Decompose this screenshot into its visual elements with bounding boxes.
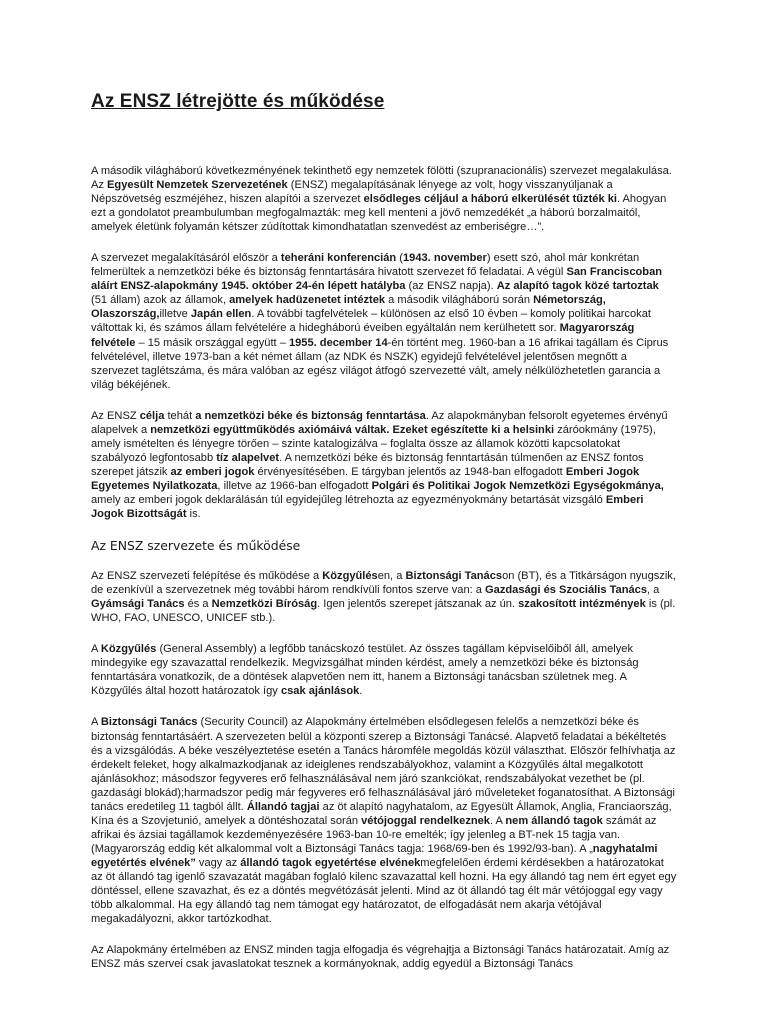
bold-text-run: Gyámsági Tanács bbox=[91, 598, 185, 611]
bold-text-run: Egyesült Nemzetek Szervezetének bbox=[107, 179, 288, 192]
text-run: A bbox=[91, 643, 101, 656]
section-heading: Az ENSZ szervezete és működése bbox=[91, 538, 301, 554]
text-run: a második világháború során bbox=[385, 294, 534, 307]
text-run: számát az afrikai és ázsiai tagállamok kezdeményezésére 1963-ban 10-re emelték; így jelenleg a BT-nek 15 tagja van. (Magyarország eddig két alkalommal volt a Biztonsági Tanács tagja: 1968/69-ben és 1992/93-ban). A „ bbox=[91, 814, 657, 855]
text-run: megfelelően érdemi kérdésekben a határozatokat az öt állandó tag igenlő szavazatát magában foglaló kilenc szavazattal kell hozni. Ha egy állandó tag nem ért egyet egy döntéssel, ellene szavazhat, és ez a döntés megvétózását jelenti. Mind az öt állandó tag élt már vétójoggal egy vagy több alkalommal. Ha egy állandó tag nem támogat egy határozatot, de elfogadását nem akarja vétójával megakadályozni, akkor tartózkodhat. bbox=[91, 856, 677, 926]
text-run: ( bbox=[396, 252, 403, 265]
text-run: . A további tagfelvételek – különösen az első 10 évben – komoly politikai harcokat váltottak ki, és számos állam felvételére a hidegháború éveiben egyáltalán nem kerülhetett sor. bbox=[91, 308, 651, 335]
text-run: . A bbox=[489, 814, 506, 827]
text-run: . Ahogyan ezt a gondolatot preambulumban megfogalmazták: meg kell menteni a jövő nemzedékét „a háború borzalmaitól, amelyek életünk folyamán kétszer zúdítottak kimondhatatlan szenvedést az emberiségre…”. bbox=[91, 193, 667, 234]
bold-text-run: célja bbox=[139, 409, 165, 422]
paragraph-security-council bbox=[91, 715, 677, 926]
bold-text-run: nagyhatalmi egyetértés elvének” bbox=[91, 842, 658, 869]
text-run: (ENSZ) megalapításának lényege az volt, hogy visszanyúljanak a Népszövetség eszméjéhez, hiszen alapítói a szervezet bbox=[91, 179, 613, 206]
bold-text-run: Biztonsági Tanács bbox=[100, 716, 198, 729]
text-run: záróokmány (1975), amely ismételten és lényegre törően – szinte katalogizálva – foglalta össze az államok közötti kapcsolatokat szabályozó legfontosabb bbox=[91, 423, 656, 464]
text-run: . A nemzetközi béke és biztonság fenntartásán túlmenően az ENSZ fontos szerepet játszik bbox=[91, 451, 644, 478]
text-run: is. bbox=[186, 508, 201, 521]
bold-text-run: Közgyűlés bbox=[322, 570, 378, 583]
bold-text-run: a nemzetközi béke és biztonság fenntartása bbox=[195, 409, 426, 422]
bold-text-run: nem állandó tagok bbox=[505, 814, 603, 827]
bold-text-run: elsődleges céljául a háború elkerülését tűzték ki bbox=[363, 193, 617, 206]
bold-text-run: Gazdasági és Szociális Tanács bbox=[485, 584, 648, 597]
text-run: vagy az bbox=[195, 856, 241, 869]
paragraph-structure bbox=[91, 569, 677, 625]
text-run: tehát bbox=[164, 409, 196, 422]
bold-text-run: San Franciscoban aláírt ENSZ-alapokmány 1945. október 24-én lépett hatályba bbox=[91, 266, 663, 293]
bold-text-run: Nemzetközi Bíróság bbox=[211, 598, 318, 611]
bold-text-run: Polgári és Politikai Jogok Nemzetközi Egységokmánya, bbox=[371, 479, 664, 492]
bold-text-run: Közgyűlés bbox=[100, 643, 157, 656]
bold-text-run: Emberi Jogok Bizottságát bbox=[91, 493, 644, 521]
text-run: . Igen jelentős szerepet játszanak az ún. bbox=[317, 598, 519, 611]
bold-text-run: nemzetközi együttműködés axiómáivá váltak. Ezeket egészítette ki a helsinki bbox=[150, 423, 555, 436]
text-run: Az Alapokmány értelmében az ENSZ minden tagja elfogadja és végrehajtja a Biztonsági Tanács határozatait. Amíg az ENSZ más szervei csak javaslatokat tesznek a kormányoknak, addig egyedül a Biztonsági Tanács bbox=[91, 944, 670, 971]
bold-text-run: teheráni konferencián bbox=[280, 252, 397, 265]
text-run: (Security Council) az Alapokmány értelmében elsődlegesen felelős a nemzetközi béke és biztonság fenntartásáért. A szervezeten belül a központi szerep a Biztonsági Tanácsé. Alapvető feladatai a békéltetés és a vizsgálódás. A béke veszélyeztetése esetén a Tanács háromféle megoldás közül választhat. Először felhívhatja az érdekelt feleket, hogy alkalmazkodjanak az ideiglenes rendszabályokhoz, valamint a Közgyűlés által megalkotott ajánlásokhoz; másodszor fegyveres erő felhasználásával nem járó szankciókat, rendszabályokat vezethet be (pl. gazdasági blokád);harmadszor pedig már fegyveres erő felhasználásával járó műveleteket foganatosíthat. A Biztonsági tanács eredetileg 11 tagból állt. bbox=[91, 716, 676, 813]
bold-text-run: tíz alapelvet bbox=[216, 451, 280, 464]
page-title: Az ENSZ létrejötte és működése bbox=[91, 91, 385, 112]
paragraph-intro bbox=[91, 164, 677, 234]
text-run: (General Assembly) a legfőbb tanácskozó testület. Az összes tagállam képviselőiből áll, amelyek mindegyike egy szavazattal rendelkezik. Megvizsgálhat minden kérdést, amely a nemzetközi béke és biztonság fenntartására vonatkozik, de a döntések alapvetően nem itt, hanem a Biztonsági tanácsban születnek meg. A Közgyűlés által hozott határozatok így bbox=[91, 643, 639, 698]
text-run: amely az emberi jogok deklarálásán túl egyidejűleg létrehozta az egyezményokmány betartását vizsgáló bbox=[91, 493, 606, 506]
text-run: az öt alapító nagyhatalom, az Egyesült Államok, Anglia, Franciaország, Kína és a Szovjetunió, amelyek a döntéshozatal során bbox=[91, 800, 672, 827]
bold-text-run: csak ajánlások bbox=[280, 685, 360, 698]
text-run: A második világháború következményének tekinthető egy nemzetek fölötti (szupranacionális) szervezet megalakulása. Az bbox=[91, 165, 672, 192]
paragraph-purpose bbox=[91, 409, 677, 521]
text-run: , a bbox=[647, 584, 660, 597]
bold-text-run: Emberi Jogok Egyetemes Nyilatkozata bbox=[91, 465, 640, 492]
bold-text-run: az emberi jogok bbox=[170, 465, 255, 478]
bold-text-run: Biztonsági Tanács bbox=[405, 570, 503, 583]
text-run: en, a bbox=[377, 570, 406, 583]
bold-text-run: Japán ellen bbox=[190, 308, 252, 321]
text-run: -én történt meg. 1960-ban a 16 afrikai tagállam és Ciprus felvételével, illetve 1973-ban a két német állam (az NDK és NSZK) egyidejű felvételével jelentősen megnőtt a szervezet taglétszáma, és mára valóban az egész világot átfogó szervezetté vált, amely nélkülözhetetlen garancia a világ békéjének. bbox=[91, 336, 669, 391]
bold-text-run: 1955. december 14 bbox=[288, 336, 388, 349]
bold-text-run: 1943. november bbox=[403, 252, 487, 265]
text-run: . bbox=[359, 685, 363, 698]
text-run: illetve bbox=[159, 308, 191, 321]
text-run: (51 állam) azok az államok, bbox=[91, 294, 230, 307]
text-run: ) esett szó, ahol már konkrétan felmerültek a nemzetközi béke és biztonság fenntartására hivatott szervezet fő feladatai. A végül bbox=[91, 252, 640, 279]
text-run: Az ENSZ bbox=[91, 409, 140, 422]
bold-text-run: Az alapító tagok közé tartoztak bbox=[496, 280, 659, 293]
paragraph-founding bbox=[91, 251, 677, 391]
bold-text-run: Állandó tagjai bbox=[246, 800, 320, 813]
text-run: – 15 másik országgal együtt – bbox=[135, 336, 289, 349]
bold-text-run: vétójoggal rendelkeznek bbox=[361, 814, 490, 827]
text-run: is (pl. WHO, FAO, UNESCO, UNICEF stb.). bbox=[91, 598, 676, 625]
text-run: A szervezet megalakításáról először a bbox=[91, 252, 281, 265]
text-run: A bbox=[91, 716, 101, 729]
bold-text-run: állandó tagok egyetértése elvének bbox=[240, 856, 421, 869]
paragraph-charter-obligations bbox=[91, 943, 677, 971]
bold-text-run: Magyarország felvétele bbox=[91, 322, 635, 349]
bold-text-run: Németország, Olaszország, bbox=[91, 294, 606, 321]
text-run: Az ENSZ szervezeti felépítése és működése a bbox=[91, 570, 323, 583]
text-run: és a bbox=[184, 598, 212, 611]
document-body bbox=[91, 164, 677, 988]
text-run: , illetve az 1966-ban elfogadott bbox=[217, 479, 372, 492]
paragraph-general-assembly bbox=[91, 642, 677, 698]
bold-text-run: szakosított intézmények bbox=[518, 598, 646, 611]
text-run: érvényesítésében. E tárgyban jelentős az 1948-ban elfogadott bbox=[254, 465, 566, 478]
text-run: (az ENSZ napja). bbox=[405, 280, 497, 293]
bold-text-run: amelyek hadüzenetet intéztek bbox=[229, 294, 386, 307]
text-run: . Az alapokmányban felsorolt egyetemes érvényű alapelvek a bbox=[91, 409, 668, 436]
text-run: on (BT), és a Titkárságon nyugszik, de ezenkívül a szervezetnek még további három rendkívüli fontos szerve van: a bbox=[91, 570, 676, 597]
